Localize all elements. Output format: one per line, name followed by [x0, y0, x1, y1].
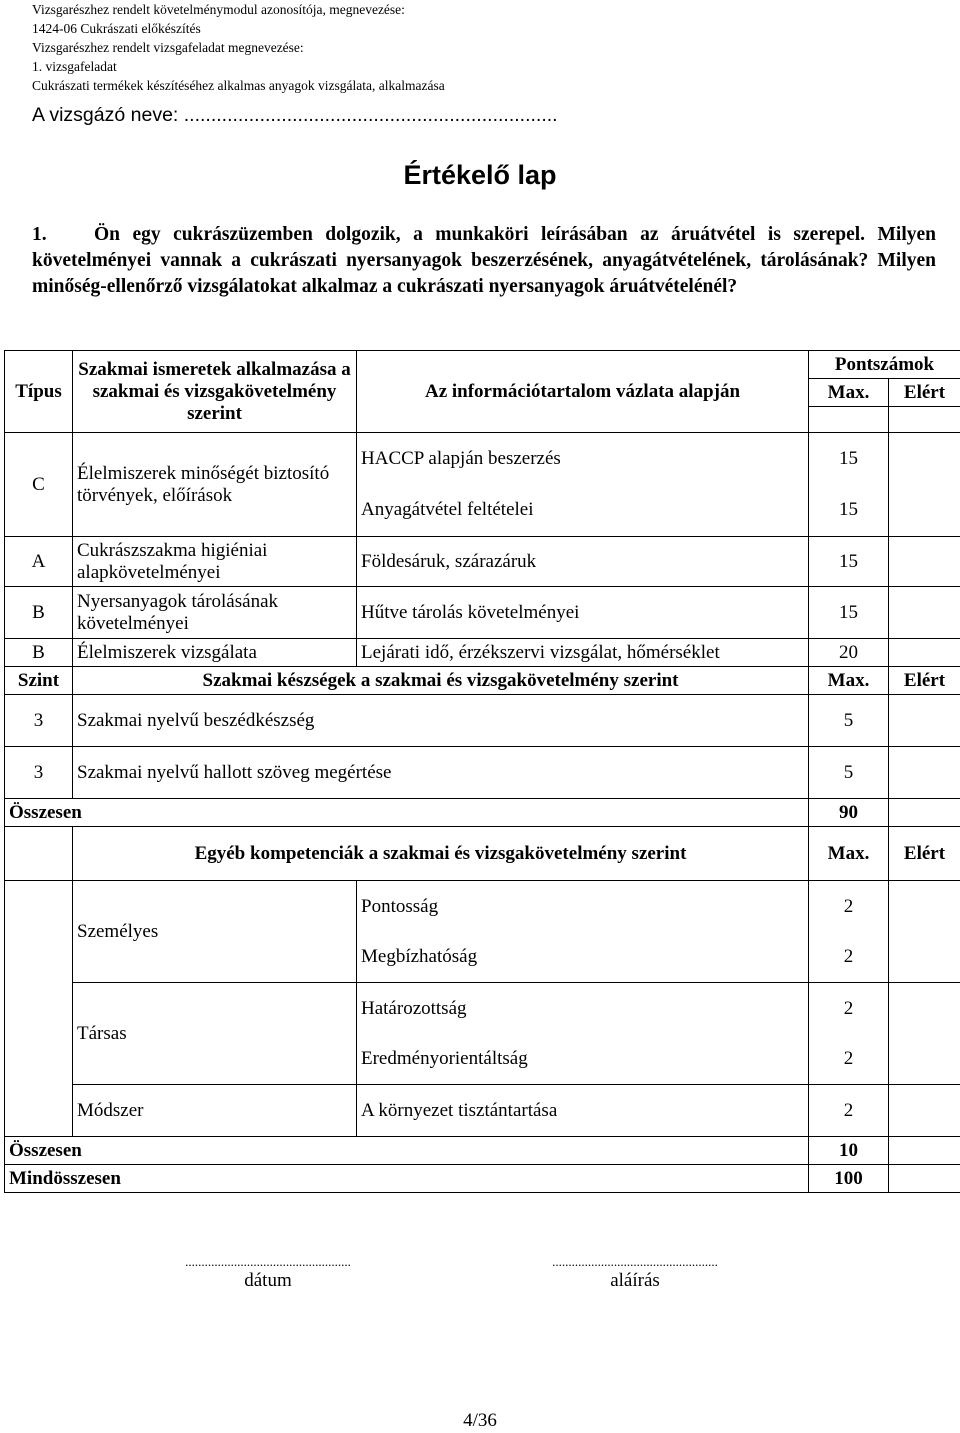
row-item: Hűtve tárolás követelményei — [357, 587, 809, 639]
col-header-other: Egyéb kompetenciák a szakmai és vizsgakövetelmény szerint — [73, 827, 809, 881]
col-header-info: Az információtartalom vázlata alapján — [357, 351, 809, 433]
row-topic: Élelmiszerek minőségét biztosító törvények, előírások — [73, 433, 357, 537]
row-item: Anyagátvétel feltételei — [357, 485, 809, 537]
document-header — [32, 0, 445, 95]
row-type: A — [5, 537, 73, 587]
row-item: HACCP alapján beszerzés — [357, 433, 809, 485]
competence-item: Eredményorientáltság — [357, 1035, 809, 1085]
skill-level: 3 — [5, 695, 73, 747]
question-number: 1. — [32, 224, 47, 245]
date-signature-block — [135, 1254, 401, 1292]
header-line: Cukrászati termékek készítéséhez alkalmas anyagok vizsgálata, alkalmazása — [32, 78, 445, 93]
col-header-points: Pontszámok — [809, 351, 960, 379]
col-header-type: Típus — [5, 351, 73, 433]
evaluation-table — [4, 350, 960, 1193]
skill-max: 5 — [809, 747, 889, 799]
skill-level: 3 — [5, 747, 73, 799]
grand-total-achieved[interactable] — [889, 1165, 960, 1193]
question — [32, 222, 936, 300]
col-header-skills: Szakmai készségek a szakmai és vizsgakövetelmény szerint — [73, 667, 809, 695]
subtotal-label: Összesen — [5, 799, 809, 827]
col-header-level: Szint — [5, 667, 73, 695]
subtotal-label: Összesen — [5, 1137, 809, 1165]
competence-max: 2 — [809, 1035, 889, 1085]
row-topic: Élelmiszerek vizsgálata — [73, 639, 357, 667]
competence-achieved[interactable] — [889, 1085, 960, 1137]
competence-max: 2 — [809, 983, 889, 1035]
grand-total-max: 100 — [809, 1165, 889, 1193]
col-header-knowledge: Szakmai ismeretek alkalmazása a szakmai és vizsgakövetelmény szerint — [73, 351, 357, 433]
col-header-achieved: Elért — [889, 667, 960, 695]
col-header-max: Max. — [809, 379, 889, 407]
row-achieved[interactable] — [889, 433, 960, 485]
competence-max: 2 — [809, 933, 889, 983]
subtotal-achieved[interactable] — [889, 799, 960, 827]
subtotal-achieved[interactable] — [889, 1137, 960, 1165]
page-number: 4/36 — [463, 1410, 497, 1431]
skill-item: Szakmai nyelvű beszédkészség — [73, 695, 809, 747]
competence-achieved[interactable] — [889, 1035, 960, 1085]
skill-achieved[interactable] — [889, 695, 960, 747]
date-label: dátum — [244, 1270, 292, 1291]
competence-group: Társas — [73, 983, 357, 1085]
page-title: Értékelő lap — [403, 160, 557, 190]
competence-max: 2 — [809, 881, 889, 933]
competence-group: Személyes — [73, 881, 357, 983]
header-line: Vizsgarészhez rendelt követelménymodul azonosítója, megnevezése: — [32, 2, 405, 17]
question-text: Ön egy cukrászüzemben dolgozik, a munkaköri leírásában az áruátvétel is szerepel. Milyen követelményei vannak a cukrászati nyersanyagok beszerzésének, anyagátvételének, tárolásának? Milyen minőség-ellenőrző vizsgálatokat alkalmaz a cukrászati nyersanyagok áruátvételénél? — [32, 224, 936, 297]
row-max: 20 — [809, 639, 889, 667]
date-dots: ................................................... — [185, 1254, 351, 1269]
row-max: 15 — [809, 433, 889, 485]
row-achieved[interactable] — [889, 639, 960, 667]
competence-item: Pontosság — [357, 881, 809, 933]
subtotal-max: 90 — [809, 799, 889, 827]
competence-group: Módszer — [73, 1085, 357, 1137]
competence-achieved[interactable] — [889, 983, 960, 1035]
competence-achieved[interactable] — [889, 933, 960, 983]
row-max: 15 — [809, 537, 889, 587]
competence-item: Határozottság — [357, 983, 809, 1035]
skill-achieved[interactable] — [889, 747, 960, 799]
row-max: 15 — [809, 485, 889, 537]
row-item: Földesáruk, szárazáruk — [357, 537, 809, 587]
skill-max: 5 — [809, 695, 889, 747]
grand-total-label: Mindösszesen — [5, 1165, 809, 1193]
row-type: B — [5, 587, 73, 639]
row-achieved[interactable] — [889, 537, 960, 587]
candidate-name-line: A vizsgázó neve: ..................................................................... — [32, 104, 558, 126]
row-achieved[interactable] — [889, 587, 960, 639]
row-item: Lejárati idő, érzékszervi vizsgálat, hőmérséklet — [357, 639, 809, 667]
row-achieved[interactable] — [889, 485, 960, 537]
signature-label: aláírás — [610, 1270, 660, 1291]
competence-max: 2 — [809, 1085, 889, 1137]
col-header-max: Max. — [809, 827, 889, 881]
row-topic: Cukrászszakma higiéniai alapkövetelményei — [73, 537, 357, 587]
competence-item: A környezet tisztántartása — [357, 1085, 809, 1137]
competence-item: Megbízhatóság — [357, 933, 809, 983]
competence-achieved[interactable] — [889, 881, 960, 933]
row-type: C — [5, 433, 73, 537]
col-header-achieved: Elért — [889, 379, 960, 407]
subtotal-max: 10 — [809, 1137, 889, 1165]
row-max: 15 — [809, 587, 889, 639]
header-line: 1. vizsgafeladat — [32, 59, 117, 74]
row-topic: Nyersanyagok tárolásának követelményei — [73, 587, 357, 639]
signature-dots: ................................................... — [552, 1254, 718, 1269]
skill-item: Szakmai nyelvű hallott szöveg megértése — [73, 747, 809, 799]
col-header-achieved: Elért — [889, 827, 960, 881]
header-line: Vizsgarészhez rendelt vizsgafeladat megnevezése: — [32, 40, 304, 55]
header-line: 1424-06 Cukrászati előkészítés — [32, 21, 201, 36]
col-header-max: Max. — [809, 667, 889, 695]
signature-block — [502, 1254, 768, 1292]
row-type: B — [5, 639, 73, 667]
